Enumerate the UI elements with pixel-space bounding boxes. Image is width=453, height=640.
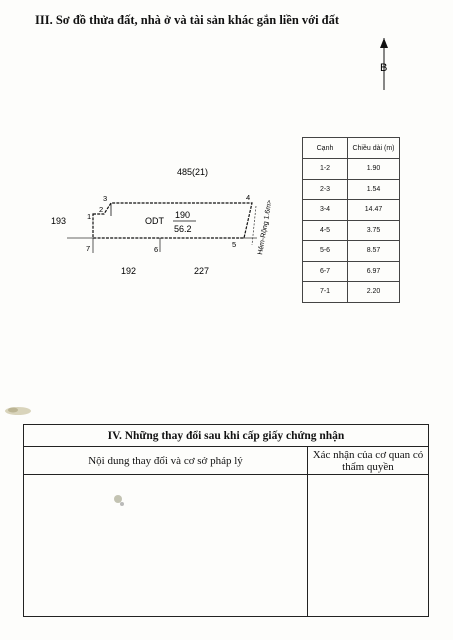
- neighbor-west: 193: [51, 216, 67, 226]
- ink-smudge: [3, 404, 33, 418]
- section-4-title: IV. Những thay đổi sau khi cấp giấy chứng nhận: [24, 425, 428, 447]
- table-row: [303, 220, 400, 241]
- table-row: [303, 179, 400, 200]
- neighbor-south-right: 227: [194, 266, 210, 276]
- length-cell: 1.90: [348, 159, 400, 180]
- parcel-outline: [93, 203, 252, 238]
- header-edge: Cạnh: [303, 138, 348, 159]
- vertex-label: 5: [232, 240, 237, 249]
- alley-label: Hẻm-Rộng 1.6m>: [257, 199, 274, 256]
- vertex-label: 3: [103, 194, 108, 203]
- table-row: [303, 282, 400, 303]
- vertex-label: 1: [87, 212, 92, 221]
- length-cell: 3.75: [348, 220, 400, 241]
- table-row: [303, 200, 400, 221]
- changes-header-row: [24, 447, 428, 475]
- edge-length-table: [302, 137, 400, 303]
- parcel-diagram: [0, 150, 300, 285]
- length-cell: 8.57: [348, 241, 400, 262]
- alley-line: [252, 206, 256, 245]
- header-authority-confirmation: Xác nhận của cơ quan có thẩm quyền: [312, 449, 424, 473]
- vertex-label: 2: [99, 205, 104, 214]
- table-row: [303, 159, 400, 180]
- edge-cell: 7-1: [303, 282, 348, 303]
- vertex-label: 7: [86, 244, 91, 253]
- table-row: [303, 261, 400, 282]
- vertex-label: 6: [154, 245, 159, 254]
- land-type: ODT: [145, 216, 164, 226]
- changes-table: [23, 424, 429, 617]
- parcel-area: 56.2: [174, 224, 192, 234]
- north-arrow-icon: [374, 36, 398, 92]
- neighbor-south-left: 192: [121, 266, 137, 276]
- edge-cell: 1-2: [303, 159, 348, 180]
- edge-cell: 4-5: [303, 220, 348, 241]
- header-change-content: Nội dung thay đổi và cơ sở pháp lý: [88, 455, 243, 467]
- length-cell: 1.54: [348, 179, 400, 200]
- header-length: Chiều dài (m): [348, 138, 400, 159]
- length-cell: 6.97: [348, 261, 400, 282]
- table-row: [303, 241, 400, 262]
- edge-cell: 5-6: [303, 241, 348, 262]
- edge-cell: 6-7: [303, 261, 348, 282]
- edge-cell: 3-4: [303, 200, 348, 221]
- vertex-label: 4: [246, 193, 251, 202]
- length-cell: 14.47: [348, 200, 400, 221]
- length-cell: 2.20: [348, 282, 400, 303]
- neighbor-north: 485(21): [177, 167, 209, 177]
- edge-cell: 2-3: [303, 179, 348, 200]
- compass-label: B: [380, 62, 388, 74]
- section-3-title: III. Sơ đồ thửa đất, nhà ở và tài sản khác gắn liền với đất: [35, 13, 340, 27]
- parcel-number: 190: [175, 210, 191, 220]
